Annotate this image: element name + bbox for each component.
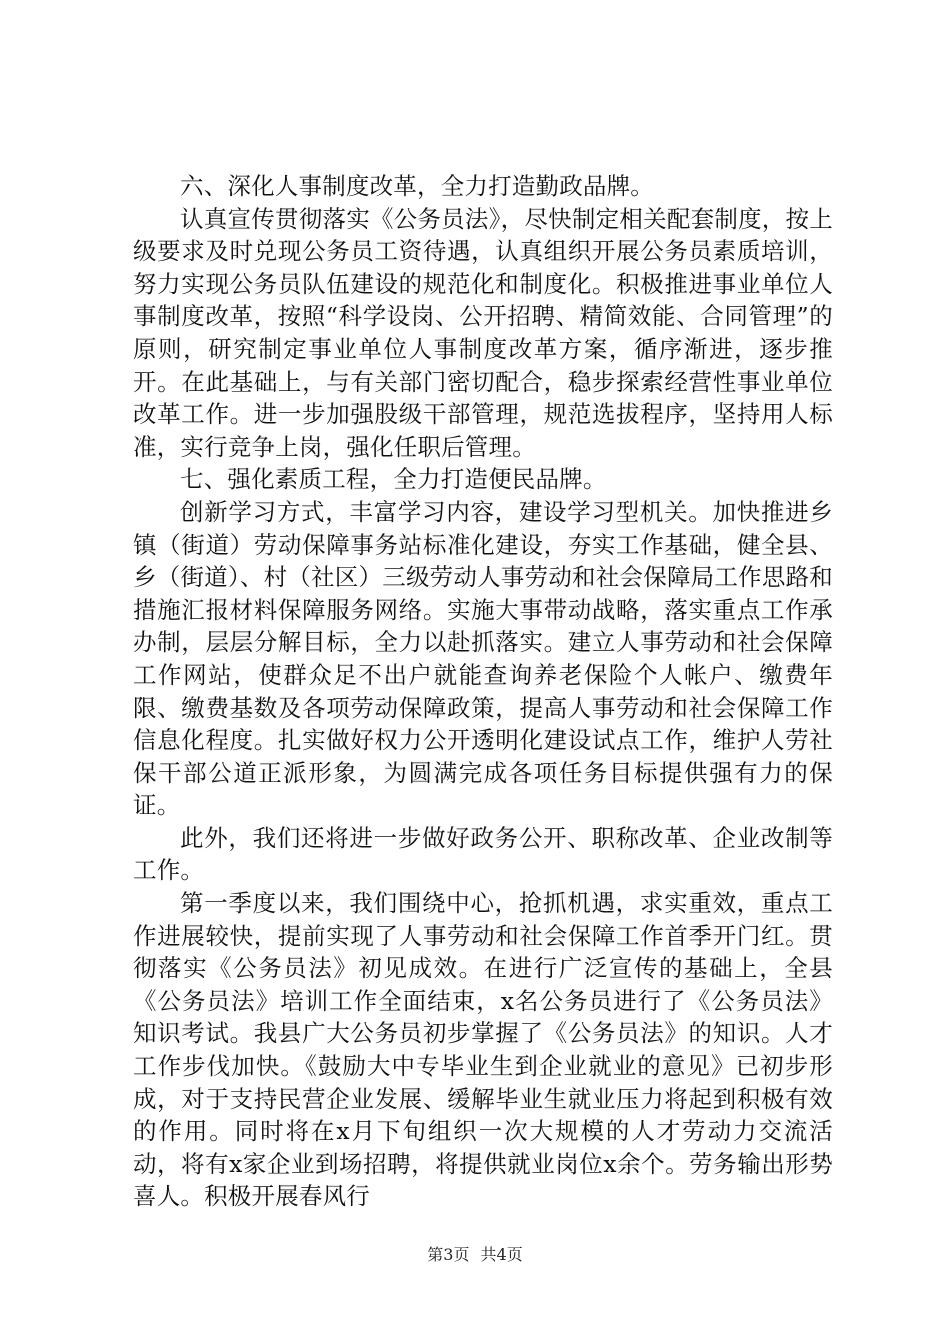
document-body — [133, 170, 833, 1213]
paragraph-first-quarter: 第一季度以来，我们围绕中心，抢抓机遇，求实重效，重点工作进展较快，提前实现了人事劳动和社会保障工作首季开门红。贯彻落实《公务员法》初见成效。在进行广泛宣传的基础上，全县《公务员法》培训工作全面结束，x名公务员进行了《公务员法》知识考试。我县广大公务员初步掌握了《公务员法》的知识。人才工作步伐加快。《鼓励大中专毕业生到企业就业的意见》已初步形成，对于支持民营企业发展、缓解毕业生就业压力将起到积极有效的作用。同时将在x月下旬组织一次大规模的人才劳动力交流活动，将有x家企业到场招聘，将提供就业岗位x余个。劳务输出形势喜人。积极开展春风行 — [133, 889, 833, 1211]
paragraph-additional-work: 此外，我们还将进一步做好政务公开、职称改革、企业改制等工作。 — [133, 823, 833, 885]
section-heading-six: 六、深化人事制度改革，全力打造勤政品牌。 — [180, 172, 654, 200]
paragraph-personnel-reform: 认真宣传贯彻落实《公务员法》，尽快制定相关配套制度，按上级要求及时兑现公务员工资待遇，认真组织开展公务员素质培训，努力实现公务员队伍建设的规范化和制度化。积极推进事业单位人事制度改革，按照“科学设岗、公开招聘、精简效能、合同管理”的原则，研究制定事业单位人事制度改革方案，循序渐进，逐步推开。在此基础上，与有关部门密切配合，稳步探索经营性事业单位改革工作。进一步加强股级干部管理，规范选拔程序，坚持用人标准，实行竞争上岗，强化任职后管理。 — [133, 204, 833, 461]
section-heading-seven: 七、强化素质工程，全力打造便民品牌。 — [180, 465, 607, 494]
page-footer — [0, 1245, 950, 1265]
paragraph-quality-project: 创新学习方式，丰富学习内容，建设学习型机关。加快推进乡镇（街道）劳动保障事务站标准化建设，夯实工作基础，健全县、乡（街道）、村（社区）三级劳动人事劳动和社会保障局工作思路和措施汇报材料保障服务网络。实施大事带动战略，落实重点工作承办制，层层分解目标，全力以赴抓落实。建立人事劳动和社会保障工作网站，使群众足不出户就能查询养老保险个人帐户、缴费年限、缴费基数及各项劳动保障政策，提高人事劳动和社会保障工作信息化程度。扎实做好权力公开透明化建设试点工作，维护人劳社保干部公道正派形象，为圆满完成各项任务目标提供强有力的保证。 — [133, 497, 833, 820]
page-total: 共4页 — [480, 1245, 523, 1264]
page-number: 第3页 — [427, 1245, 470, 1264]
